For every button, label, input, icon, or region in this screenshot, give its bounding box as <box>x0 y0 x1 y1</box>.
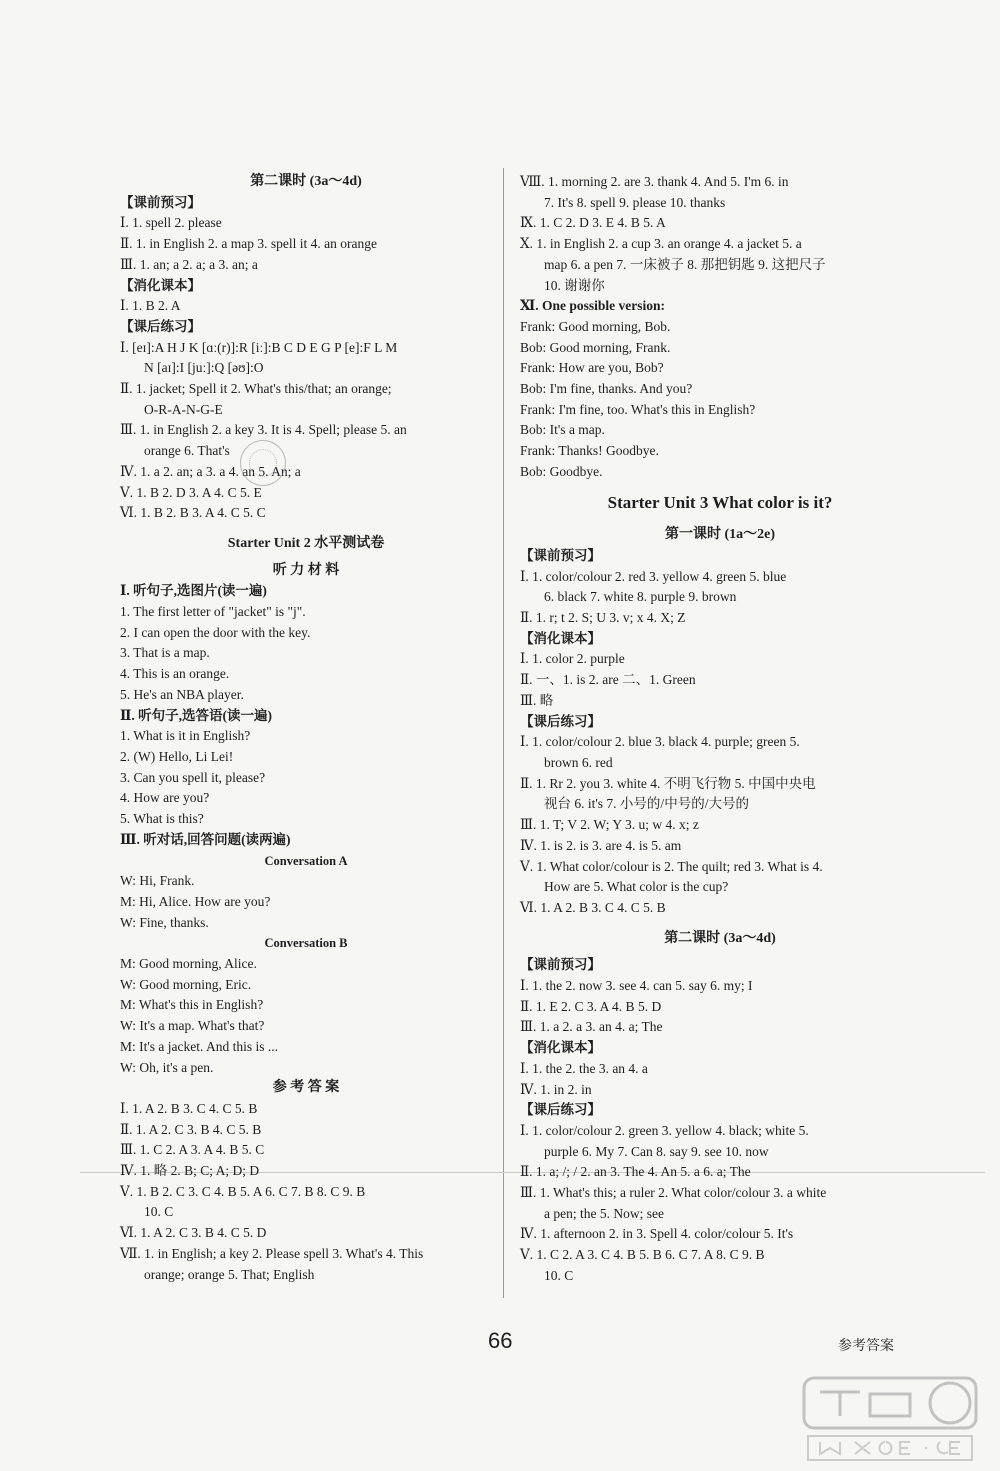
left-line: Ⅱ. 1. jacket; Spell it 2. What's this/that; an orange; <box>120 381 392 397</box>
right-section-label: 【课前预习】 <box>520 547 601 563</box>
left-line: Ⅱ. 1. A 2. C 3. B 4. C 5. B <box>120 1121 262 1137</box>
right-line: Ⅰ. 1. color 2. purple <box>520 651 625 667</box>
right-column <box>520 172 920 1287</box>
left-heading: 听 力 材 料 <box>272 562 340 578</box>
right-line: 6. black 7. white 8. purple 9. brown <box>544 589 737 605</box>
left-line: 10. C <box>144 1204 174 1220</box>
left-line: W: Oh, it's a pen. <box>120 1059 214 1075</box>
right-section-label: 【消化课本】 <box>520 630 601 646</box>
left-line: Ⅳ. 1. 略 2. B; C; A; D; D <box>120 1163 260 1179</box>
left-line: M: It's a jacket. And this is ... <box>120 1038 279 1054</box>
right-section-label: 【消化课本】 <box>520 1040 601 1056</box>
left-line: Ⅰ. 1. B 2. A <box>120 298 181 314</box>
right-line: Ⅳ. 1. afternoon 2. in 3. Spell 4. color/colour 5. It's <box>520 1226 794 1242</box>
left-line: Ⅰ. [eɪ]:A H J K [ɑː(r)]:R [iː]:B C D E G P [e]:F L M <box>120 339 398 355</box>
right-line: Ⅱ. 一、1. is 2. are 二、1. Green <box>520 672 696 688</box>
left-section-label: Ⅲ. 听对话,回答问题(读两遍) <box>120 831 291 847</box>
left-line: Ⅶ. 1. in English; a key 2. Please spell 3. What's 4. This <box>120 1245 424 1261</box>
left-section-label: 【消化课本】 <box>120 277 201 293</box>
left-line: Ⅴ. 1. B 2. C 3. C 4. B 5. A 6. C 7. B 8. C 9. B <box>120 1183 366 1199</box>
right-heading: Starter Unit 3 What color is it? <box>607 492 833 512</box>
right-line: Ⅰ. 1. color/colour 2. blue 3. black 4. purple; green 5. <box>520 734 800 750</box>
watermark-logo <box>800 1372 980 1464</box>
right-line: Ⅲ. 1. What's this; a ruler 2. What color/colour 3. a white <box>520 1185 827 1201</box>
right-line: brown 6. red <box>544 754 613 770</box>
right-heading: 第一课时 (1a～2e) <box>664 527 776 543</box>
right-line: Ⅳ. 1. is 2. is 3. are 4. is 5. am <box>520 837 682 853</box>
left-line: 3. Can you spell it, please? <box>120 769 266 785</box>
left-subheading: Conversation A <box>264 853 348 868</box>
footer-label: 参考答案 <box>838 1339 894 1354</box>
left-line: Ⅵ. 1. A 2. C 3. B 4. C 5. D <box>120 1225 267 1241</box>
right-line: Bob: Goodbye. <box>520 463 603 479</box>
right-line: Frank: I'm fine, too. What's this in English? <box>520 401 756 417</box>
left-line: orange; orange 5. That; English <box>144 1266 315 1282</box>
left-heading: Starter Unit 2 水平测试卷 <box>227 535 385 551</box>
right-line: Bob: Good morning, Frank. <box>520 339 671 355</box>
left-line: Ⅵ. 1. B 2. B 3. A 4. C 5. C <box>120 505 266 521</box>
left-line: Ⅰ. 1. spell 2. please <box>120 215 222 231</box>
left-section-label: 【课前预习】 <box>120 194 201 210</box>
left-section-label: 【课后练习】 <box>120 318 201 334</box>
right-line: Ⅰ. 1. color/colour 2. green 3. yellow 4. black; white 5. <box>520 1122 809 1138</box>
right-line: 10. C <box>544 1267 574 1283</box>
right-line: a pen; the 5. Now; see <box>544 1205 664 1221</box>
left-line: Ⅰ. 1. A 2. B 3. C 4. C 5. B <box>120 1100 258 1116</box>
left-line: W: It's a map. What's that? <box>120 1018 265 1034</box>
left-line: O-R-A-N-G-E <box>144 401 223 417</box>
left-line: M: What's this in English? <box>120 997 264 1013</box>
left-line: N [aɪ]:I [juː]:Q [əʊ]:O <box>144 360 264 376</box>
right-line: Ⅲ. 1. T; V 2. W; Y 3. u; w 4. x; z <box>520 817 699 833</box>
right-line: Frank: Thanks! Goodbye. <box>520 443 659 459</box>
left-line: Ⅴ. 1. B 2. D 3. A 4. C 5. E <box>120 484 262 500</box>
left-line: W: Good morning, Eric. <box>120 976 252 992</box>
left-line: M: Hi, Alice. How are you? <box>120 893 271 909</box>
right-section-label: Ⅺ. One possible version: <box>520 298 665 314</box>
left-line: 5. What is this? <box>120 811 204 827</box>
left-line: Ⅲ. 1. in English 2. a key 3. It is 4. Spell; please 5. an <box>120 422 407 438</box>
right-heading: 第二课时 (3a～4d) <box>664 930 776 946</box>
left-heading: 第二课时 (3a～4d) <box>250 174 362 189</box>
left-line: 2. (W) Hello, Li Lei! <box>120 748 234 764</box>
left-line: 4. This is an orange. <box>120 666 230 682</box>
right-line: Ⅸ. 1. C 2. D 3. E 4. B 5. A <box>520 215 666 231</box>
left-line: Ⅲ. 1. C 2. A 3. A 4. B 5. C <box>120 1142 265 1158</box>
right-line: Ⅲ. 1. a 2. a 3. an 4. a; The <box>520 1019 663 1035</box>
right-line: Ⅰ. 1. the 2. now 3. see 4. can 5. say 6. my; I <box>520 978 753 994</box>
left-line: 1. What is it in English? <box>120 728 251 744</box>
left-line: 3. That is a map. <box>120 645 210 661</box>
right-line: Ⅱ. 1. r; t 2. S; U 3. v; x 4. X; Z <box>520 610 686 626</box>
left-line: Ⅱ. 1. in English 2. a map 3. spell it 4. an orange <box>120 236 378 252</box>
left-line: 4. How are you? <box>120 790 210 806</box>
left-line: Ⅳ. 1. a 2. an; a 3. a 4. an 5. An; a <box>120 463 301 479</box>
left-subheading: Conversation B <box>264 936 348 951</box>
right-line: Frank: How are you, Bob? <box>520 360 664 376</box>
column-divider <box>503 168 504 1298</box>
left-line: M: Good morning, Alice. <box>120 956 257 972</box>
left-heading: 参 考 答 案 <box>272 1080 340 1096</box>
right-line: 10. 谢谢你 <box>544 277 605 293</box>
right-line: Ⅳ. 1. in 2. in <box>520 1081 592 1097</box>
right-line: Bob: It's a map. <box>520 422 605 438</box>
left-line: 1. The first letter of "jacket" is "j". <box>120 604 306 620</box>
right-line: Ⅹ. 1. in English 2. a cup 3. an orange 4. a jacket 5. a <box>520 236 802 252</box>
right-line: Ⅲ. 略 <box>520 692 554 708</box>
right-line: Frank: Good morning, Bob. <box>520 318 671 334</box>
left-column <box>120 172 492 1285</box>
right-line: Ⅴ. 1. What color/colour is 2. The quilt; red 3. What is 4. <box>520 858 823 874</box>
left-line: W: Fine, thanks. <box>120 914 209 930</box>
left-line: orange 6. That's <box>144 443 230 459</box>
right-line: Bob: I'm fine, thanks. And you? <box>520 381 693 397</box>
right-line: Ⅷ. 1. morning 2. are 3. thank 4. And 5. I'm 6. in <box>520 174 789 189</box>
right-line: Ⅱ. 1. Rr 2. you 3. white 4. 不明飞行物 5. 中国中央电 <box>520 775 816 791</box>
right-line: 视台 6. it's 7. 小号的/中号的/大号的 <box>544 796 749 812</box>
left-line: Ⅲ. 1. an; a 2. a; a 3. an; a <box>120 256 258 272</box>
right-section-label: 【课后练习】 <box>520 1102 601 1118</box>
right-line: 7. It's 8. spell 9. please 10. thanks <box>544 194 726 210</box>
stamp-seal <box>240 440 286 486</box>
left-section-label: Ⅱ. 听句子,选答语(读一遍) <box>120 707 272 723</box>
right-line: Ⅰ. 1. the 2. the 3. an 4. a <box>520 1060 648 1076</box>
right-section-label: 【课前预习】 <box>520 957 601 973</box>
left-line: 2. I can open the door with the key. <box>120 624 311 640</box>
right-section-label: 【课后练习】 <box>520 713 601 729</box>
right-line: Ⅵ. 1. A 2. B 3. C 4. C 5. B <box>520 899 666 915</box>
right-line: Ⅰ. 1. color/colour 2. red 3. yellow 4. green 5. blue <box>520 568 787 584</box>
page-number: 66 <box>488 1328 513 1353</box>
left-line: W: Hi, Frank. <box>120 873 195 889</box>
left-section-label: Ⅰ. 听句子,选图片(读一遍) <box>120 583 267 599</box>
left-line: 5. He's an NBA player. <box>120 686 244 702</box>
right-line: Ⅱ. 1. E 2. C 3. A 4. B 5. D <box>520 998 662 1014</box>
right-line: Ⅴ. 1. C 2. A 3. C 4. B 5. B 6. C 7. A 8. C 9. B <box>520 1247 765 1263</box>
right-line: How are 5. What color is the cup? <box>544 879 729 895</box>
right-line: purple 6. My 7. Can 8. say 9. see 10. now <box>544 1143 769 1159</box>
right-line: Ⅱ. 1. a; /; / 2. an 3. The 4. An 5. a 6. a; The <box>520 1164 751 1180</box>
right-line: map 6. a pen 7. 一床被子 8. 那把钥匙 9. 这把尺子 <box>544 256 826 272</box>
